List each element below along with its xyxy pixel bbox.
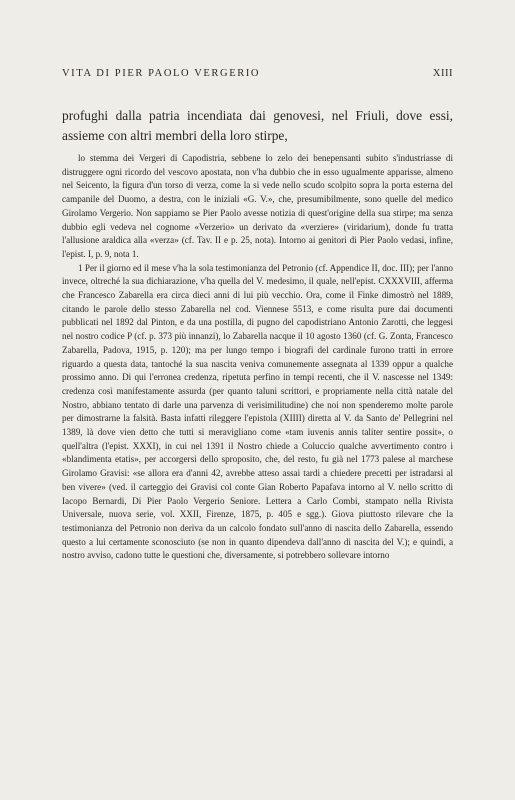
main-text: profughi dalla patria incendiata dai genovesi, nel Friuli, dove essi, assieme con altri membri della loro stirpe, [62, 108, 453, 143]
running-title: VITA DI PIER PAOLO VERGERIO [62, 68, 261, 79]
page-number: XIII [432, 68, 453, 79]
footnote-1: 1 Per il giorno ed il mese v'ha la sola testimonianza del Petronio (cf. Appendice II, doc. III); per l'anno invece, oltreché la sua dichiarazione, v'ha quella del V. medesimo, il quale, nell'epist. CXXXVIII, afferma che Francesco Zabarella era circa dieci anni di lui più vecchio. Ora, come il Finke dimostrò nel 1889, citando le parole dello stesso Zabarella nel cod. Viennese 5513, e come risulta pure dai documenti pubblicati nel 1892 dal Pinton, e da una postilla, di pugno del capodistriano Antonio Zarotti, che leggesi nel nostro codice P (cf. p. 373 più innanzi), lo Zabarella nacque il 10 agosto 1360 (cf. G. Zonta, Francesco Zabarella, Padova, 1915, p. 120); ma per lungo tempo i biografi del cardinale furono tratti in errore riguardo a questa data, tantoché la sua nascita veniva comunemente assegnata al 1339 oppur a qualche prossimo anno. Di qui l'erronea credenza, ripetuta perfino in tempi recenti, che il V. nascesse nel 1349: credenza così manifestamente assurda (per quanto taluni scrittori, e propriamente nella città natale del Nostro, abbiano tentato di darle una parvenza di verisimilitudine) che noi non spenderemo molte parole per dimostrarne la falsità. Basta infatti rileggere l'epistola (XIIII) diretta al V. da Santo de' Pellegrini nel 1389, là dove vien detto che tutti si meravigliano come «tam iuvenis annis taliter sentire possit», o quell'altra (l'epist. XXXI), in cui nel 1391 il Nostro chiede a Coluccio qualche avvertimento contro i «blandimenta etatis», per accorgersi dello sproposito, che, del resto, fu già nel 1773 palese al marchese Girolamo Gravisi: «se allora era d'anni 42, avrebbe atteso assai tardi a chiedere precetti per istradarsi al ben vivere» (ved. il carteggio dei Gravisi col conte Gian Roberto Papafava intorno al V. nello scritto di Iacopo Bernardi, Di Pier Paolo Vergerio Seniore. Lettera a Carlo Combi, stampato nella Rivista Universale, nuova serie, vol. XXII, Firenze, 1875, p. 405 e sgg.). Giova piuttosto rilevare che la testimonianza del Petronio non deriva da un calcolo fondato sull'anno di nascita dello Zabarella, essendo questo a lui certamente sconosciuto (se non in quanto dipendeva dall'anno di nascita del V.); e quindi, a nostro avviso, cadono tutte le questioni che, diversamente, si potrebbero sollevare intorno [62, 262, 453, 561]
running-header [62, 68, 453, 79]
footnote-continuation: lo stemma dei Vergeri di Capodistria, sebbene lo zelo dei benepensanti subito s'industriasse di distruggere ogni ricordo del vescovo apostata, non v'ha dubbio che in esso ugualmente apparisse, almeno nel Seicento, la figura d'un torso di verza, come la si vede nello scudo scolpito sopra la porta esterna del campanile del Duomo, a destra, con le iniziali «G. V.», che, presumibilmente, sono quelle del medico Girolamo Vergerio. Non sappiamo se Pier Paolo avesse notizia di quest'origine della sua stirpe; ma senza dubbio egli vedeva nel cognome «Verzerio» un derivato da «verziere» (viridarium), donde fu tratta l'allusione araldica alla «verza» (cf. Tav. II e p. 25, nota). Intorno ai genitori di Pier Paolo vedasi, infine, l'epist. I, p. 9, nota 1. [62, 153, 453, 259]
footnotes [62, 152, 453, 563]
